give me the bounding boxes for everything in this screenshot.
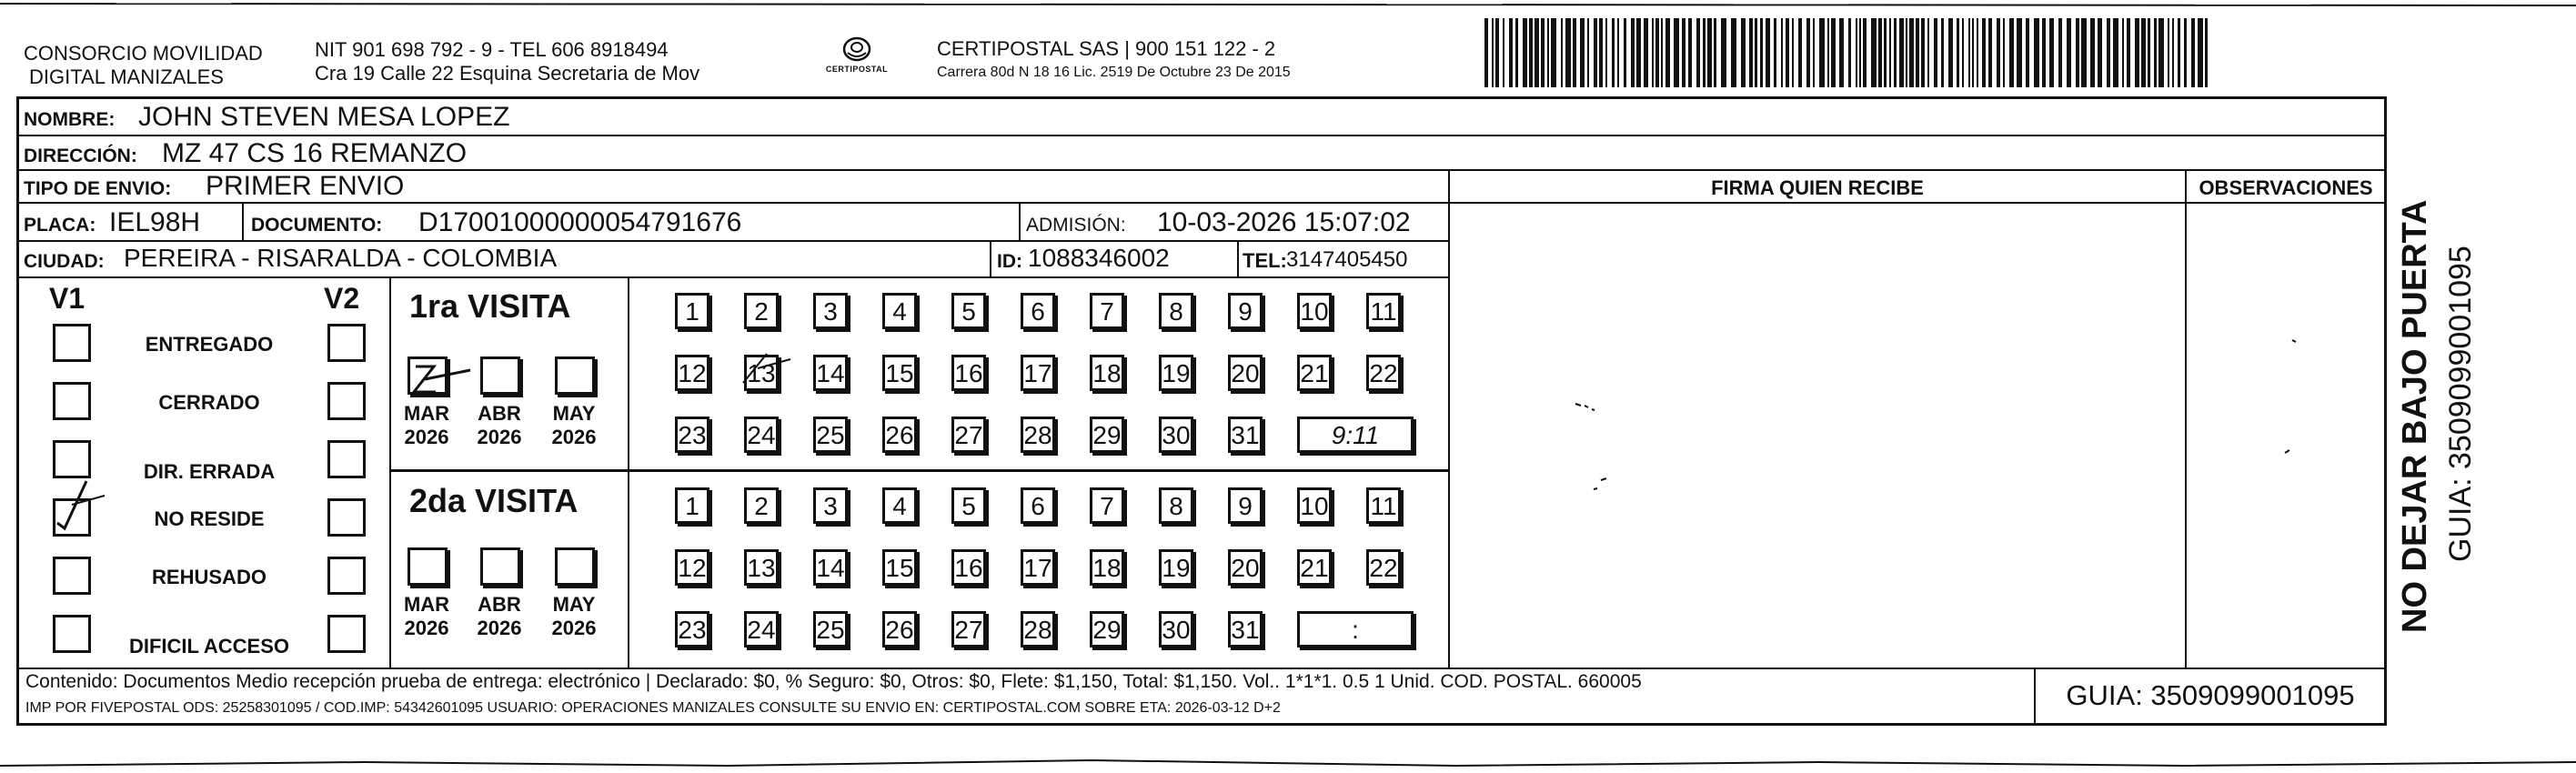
v1-checkbox[interactable] bbox=[53, 382, 91, 420]
v1-checkbox[interactable] bbox=[53, 440, 91, 478]
tipo-value: PRIMER ENVIO bbox=[206, 171, 405, 201]
day-box[interactable]: 24 bbox=[744, 417, 779, 453]
firma-label: FIRMA QUIEN RECIBE bbox=[1711, 176, 1924, 199]
day-box[interactable]: 16 bbox=[951, 355, 986, 391]
month-year: 2026 bbox=[404, 617, 449, 639]
day-box[interactable]: 1 bbox=[675, 293, 709, 329]
id-value: 1088346002 bbox=[1028, 244, 1170, 272]
day-box[interactable]: 25 bbox=[813, 611, 848, 648]
day-box[interactable]: 20 bbox=[1228, 355, 1263, 391]
tipo-label: TIPO DE ENVIO: bbox=[24, 178, 172, 199]
divider bbox=[242, 204, 244, 240]
day-box[interactable]: 20 bbox=[1228, 549, 1263, 586]
row-placa bbox=[18, 204, 1448, 242]
status-option-label: ENTREGADO bbox=[145, 333, 274, 356]
month-checkbox[interactable] bbox=[555, 356, 595, 395]
side-warning: NO DEJAR BAJO PUERTA bbox=[2396, 199, 2434, 633]
signature-marks bbox=[1546, 382, 1655, 509]
nombre-label: NOMBRE: bbox=[24, 109, 116, 130]
day-box[interactable]: 6 bbox=[1021, 487, 1055, 524]
tel-label: TEL: bbox=[1243, 249, 1287, 272]
day-box[interactable]: 9 bbox=[1228, 293, 1263, 329]
status-option-label: NO RESIDE bbox=[154, 507, 265, 530]
day-box[interactable]: 30 bbox=[1159, 417, 1193, 453]
id-label: ID: bbox=[997, 251, 1022, 272]
month-year: 2026 bbox=[404, 426, 449, 448]
month-checkbox[interactable] bbox=[408, 547, 448, 586]
ciudad-value: PEREIRA - RISARALDA - COLOMBIA bbox=[124, 244, 558, 272]
day-box[interactable]: 25 bbox=[813, 417, 848, 453]
day-box[interactable]: 18 bbox=[1090, 355, 1124, 391]
month-checkbox[interactable] bbox=[555, 547, 595, 586]
ciudad-label: CIUDAD: bbox=[24, 251, 105, 272]
day-box[interactable]: 28 bbox=[1021, 611, 1055, 648]
placa-label: PLACA: bbox=[24, 215, 96, 236]
month-name: MAR bbox=[403, 402, 450, 425]
observ-divider bbox=[2185, 171, 2187, 668]
month-name: ABR bbox=[478, 402, 521, 425]
day-box[interactable]: 27 bbox=[951, 417, 986, 453]
day-box[interactable]: 7 bbox=[1090, 487, 1124, 524]
v1-checkbox[interactable] bbox=[53, 615, 91, 653]
status-option-label: CERRADO bbox=[158, 391, 260, 414]
day-box[interactable]: 10 bbox=[1297, 293, 1332, 329]
logo-icon bbox=[839, 35, 875, 64]
observaciones-label: OBSERVACIONES bbox=[2199, 176, 2373, 199]
time-box[interactable]: 9:11 bbox=[1297, 417, 1414, 453]
observ-marks bbox=[2274, 327, 2310, 473]
month-year: 2026 bbox=[477, 617, 522, 639]
day-box[interactable]: 27 bbox=[951, 611, 986, 648]
documento-value: D17001000000054791676 bbox=[418, 207, 742, 237]
month-name: MAY bbox=[552, 593, 596, 616]
time-box[interactable]: : bbox=[1297, 611, 1414, 648]
month-checkbox[interactable] bbox=[480, 356, 520, 395]
day-box[interactable]: 17 bbox=[1021, 355, 1055, 391]
visit1-label: 1ra VISITA bbox=[409, 287, 571, 325]
status-option-label: REHUSADO bbox=[152, 566, 267, 588]
top-line bbox=[0, 0, 2576, 9]
day-box[interactable]: 9 bbox=[1228, 487, 1263, 524]
documento-label: DOCUMENTO: bbox=[251, 215, 383, 236]
day-box[interactable]: 5 bbox=[951, 293, 986, 329]
day-box[interactable]: 28 bbox=[1021, 417, 1055, 453]
month-checkbox[interactable] bbox=[480, 547, 520, 586]
day-box[interactable]: 3 bbox=[813, 487, 848, 524]
side-guia: GUIA: 3509099001095 bbox=[2443, 246, 2478, 562]
day-box[interactable]: 12 bbox=[675, 549, 709, 586]
day-box[interactable]: 12 bbox=[675, 355, 709, 391]
check-mark-icon bbox=[50, 477, 105, 541]
status-option-label: DIFICIL ACCESO bbox=[128, 635, 289, 658]
admision-value: 10-03-2026 15:07:02 bbox=[1157, 207, 1411, 237]
v2-checkbox[interactable] bbox=[327, 382, 366, 420]
day-box[interactable]: 7 bbox=[1090, 293, 1124, 329]
day-box[interactable]: 26 bbox=[882, 417, 917, 453]
company-line1: CONSORCIO MOVILIDAD bbox=[24, 42, 263, 65]
day-box[interactable]: 18 bbox=[1090, 549, 1124, 586]
day-box[interactable]: 1 bbox=[675, 487, 709, 524]
day-box[interactable]: 29 bbox=[1090, 611, 1124, 648]
day-box[interactable]: 5 bbox=[951, 487, 986, 524]
day-box[interactable]: 14 bbox=[813, 355, 848, 391]
day-box[interactable]: 19 bbox=[1159, 549, 1193, 586]
visit2-label: 2da VISITA bbox=[409, 482, 579, 519]
footer-guia-box bbox=[2034, 668, 2385, 726]
v2-checkbox[interactable] bbox=[327, 324, 366, 362]
day-box[interactable]: 6 bbox=[1021, 293, 1055, 329]
logo-text: CERTIPOSTAL bbox=[825, 65, 889, 74]
v2-checkbox[interactable] bbox=[327, 615, 366, 653]
v2-checkbox[interactable] bbox=[327, 440, 366, 478]
nit-block bbox=[315, 38, 699, 85]
day-box[interactable]: 16 bbox=[951, 549, 986, 586]
day-box[interactable]: 11 bbox=[1366, 487, 1401, 524]
v2-checkbox[interactable] bbox=[327, 498, 366, 537]
row-ciudad bbox=[18, 242, 1448, 278]
day-box[interactable]: 30 bbox=[1159, 611, 1193, 648]
day-box[interactable]: 11 bbox=[1366, 293, 1401, 329]
day-box[interactable]: 26 bbox=[882, 611, 917, 648]
courier-block bbox=[937, 36, 1291, 84]
day-box[interactable]: 22 bbox=[1366, 549, 1401, 586]
divider bbox=[1237, 242, 1239, 276]
month-year: 2026 bbox=[551, 617, 597, 639]
month-label bbox=[542, 593, 606, 640]
company-name bbox=[24, 42, 263, 89]
nit-line1: NIT 901 698 792 - 9 - TEL 606 8918494 bbox=[315, 38, 669, 61]
footer-line2: IMP POR FIVEPOSTAL ODS: 25258301095 / COD.IMP: 54342601095 USUARIO: OPERACIONES MANIZALES CONSULTE SU ENVIO EN: CERTIPOSTAL.COM SOBRE ETA: 2026-03-12 D+2 bbox=[25, 700, 1281, 716]
v2-checkbox[interactable] bbox=[327, 557, 366, 595]
admision-label: ADMISIÓN: bbox=[1026, 215, 1126, 236]
day-box[interactable]: 15 bbox=[882, 355, 917, 391]
day-box[interactable]: 2 bbox=[744, 487, 779, 524]
barcode bbox=[1484, 18, 2212, 87]
status-option-label: DIR. ERRADA bbox=[143, 460, 276, 483]
footer-line1: Contenido: Documentos Medio recepción prueba de entrega: electrónico | Declarado: $0, % Seguro: $0, Otros: $0, Flete: $1,150, Total: $1,150. Vol.. 1*1*1. 0.5 1 Unid. COD. POSTAL. 660005 bbox=[25, 671, 1642, 692]
month-mark-icon bbox=[407, 352, 479, 397]
day-box[interactable]: 23 bbox=[675, 611, 709, 648]
v1-checkbox[interactable] bbox=[53, 557, 91, 595]
day-box[interactable]: 4 bbox=[882, 487, 917, 524]
row-direccion bbox=[18, 136, 2385, 171]
header-divider bbox=[1450, 202, 2385, 204]
firma-column bbox=[1448, 171, 1450, 668]
courier-line2: Carrera 80d N 18 16 Lic. 2519 De Octubre 23 De 2015 bbox=[937, 65, 1291, 80]
day-box[interactable]: 23 bbox=[675, 417, 709, 453]
divider bbox=[990, 242, 991, 276]
day-box[interactable]: 8 bbox=[1159, 487, 1193, 524]
month-label bbox=[468, 402, 531, 449]
month-name: MAR bbox=[403, 593, 450, 616]
day-box[interactable]: 8 bbox=[1159, 293, 1193, 329]
day-box[interactable]: 14 bbox=[813, 549, 848, 586]
day-box[interactable]: 15 bbox=[882, 549, 917, 586]
day-box[interactable]: 29 bbox=[1090, 417, 1124, 453]
day-mark-icon bbox=[740, 350, 794, 386]
day-box[interactable]: 2 bbox=[744, 293, 779, 329]
v1-label: V1 bbox=[49, 282, 86, 315]
month-label bbox=[468, 593, 531, 640]
footer-divider bbox=[18, 668, 2385, 669]
day-box[interactable]: 3 bbox=[813, 293, 848, 329]
month-name: ABR bbox=[478, 593, 521, 616]
tel-value: 3147405450 bbox=[1286, 247, 1408, 272]
month-label bbox=[395, 402, 458, 449]
day-box[interactable]: 13 bbox=[744, 549, 779, 586]
month-name: MAY bbox=[552, 402, 596, 425]
direccion-value: MZ 47 CS 16 REMANZO bbox=[162, 138, 468, 168]
tear-line bbox=[0, 749, 2576, 773]
certipostal-logo bbox=[811, 35, 902, 82]
day-box[interactable]: 21 bbox=[1297, 549, 1332, 586]
company-line2: DIGITAL MANIZALES bbox=[29, 65, 224, 88]
day-box[interactable]: 19 bbox=[1159, 355, 1193, 391]
visit-divider-v bbox=[628, 278, 629, 668]
placa-value: IEL98H bbox=[109, 207, 201, 237]
day-box[interactable]: 10 bbox=[1297, 487, 1332, 524]
v1-checkbox[interactable] bbox=[53, 324, 91, 362]
divider bbox=[1019, 204, 1021, 240]
day-box[interactable]: 22 bbox=[1366, 355, 1401, 391]
day-box[interactable]: 31 bbox=[1228, 417, 1263, 453]
month-year: 2026 bbox=[477, 426, 522, 448]
month-label bbox=[395, 593, 458, 640]
nit-line2: Cra 19 Calle 22 Esquina Secretaria de Mov bbox=[315, 62, 700, 85]
day-box[interactable]: 21 bbox=[1297, 355, 1332, 391]
month-label bbox=[542, 402, 606, 449]
barcode-svg bbox=[1484, 18, 2212, 87]
row-nombre bbox=[18, 98, 2385, 136]
nombre-value: JOHN STEVEN MESA LOPEZ bbox=[138, 102, 510, 132]
visit-divider-h bbox=[389, 469, 1448, 472]
month-checkbox[interactable] bbox=[408, 356, 448, 395]
month-year: 2026 bbox=[551, 426, 597, 448]
direccion-label: DIRECCIÓN: bbox=[24, 146, 137, 166]
day-box[interactable]: 4 bbox=[882, 293, 917, 329]
courier-line1: CERTIPOSTAL SAS | 900 151 122 - 2 bbox=[937, 37, 1276, 60]
footer-guia: GUIA: 3509099001095 bbox=[2066, 679, 2355, 711]
day-box[interactable]: 13 bbox=[744, 355, 779, 391]
v1-checkbox[interactable] bbox=[53, 498, 91, 537]
day-box[interactable]: 24 bbox=[744, 611, 779, 648]
v2-label: V2 bbox=[324, 282, 360, 315]
day-box[interactable]: 31 bbox=[1228, 611, 1263, 648]
day-box[interactable]: 17 bbox=[1021, 549, 1055, 586]
